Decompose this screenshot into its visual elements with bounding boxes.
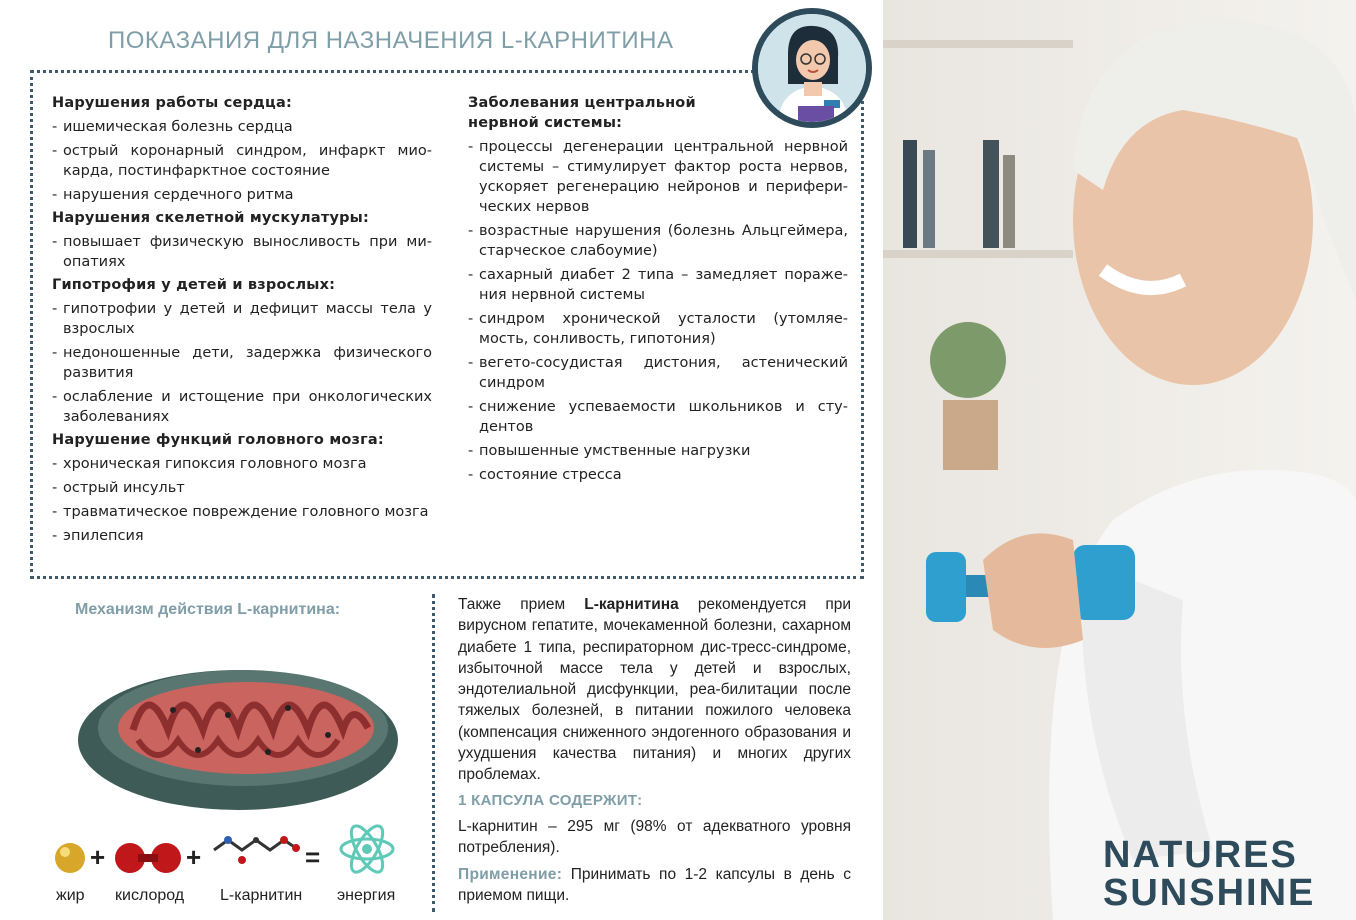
list-item: - вегето-сосудистая дистония, астенический синдром [468, 353, 848, 393]
list-item: - нарушения сердечного ритма [52, 185, 432, 205]
list-item: - ишемическая болезнь сердца [52, 117, 432, 137]
intro-prefix: Также прием [458, 596, 566, 613]
brand-logo [1103, 836, 1315, 912]
list-item: - повышает физическую выносливость при ми-опатиях [52, 232, 432, 272]
usage-heading: Применение: [458, 865, 563, 883]
plus-sign: + [90, 842, 106, 872]
photo-illustration [883, 0, 1356, 920]
list-item: - травматическое повреждение головного мозга [52, 502, 432, 522]
fat-icon [54, 842, 86, 874]
list-item: - синдром хронической усталости (утомляе-мость, сонливость, гипотония) [468, 309, 848, 349]
list-item: - повышенные умственные нагрузки [468, 441, 848, 461]
list-item: - острый инсульт [52, 478, 432, 498]
equals-sign: = [305, 842, 321, 872]
brand-line-1: NATURES [1103, 834, 1298, 876]
energy-label: энергия [337, 887, 396, 904]
section-heading-cns: Заболевания центральной нервной системы: [468, 95, 696, 131]
carnitine-label: L-карнитин [220, 887, 303, 904]
list-item: - снижение успеваемости школьников и сту-дентов [468, 397, 848, 437]
usage-paragraph [458, 864, 851, 907]
energy-atom-icon [338, 820, 396, 878]
list-item: - эпилепсия [52, 526, 432, 546]
intro-rest: рекомендуется при вирусном гепатите, мочекаменной болезни, сахарном диабете 1 типа, респираторном дис-тресс-синдроме, избыточной массе тела у детей и взрослых, эндотелиальной дисфункции, реа-билитации после тяжелых болезней, в питании пожилого человека (компенсация сниженного эндогенного образования и ухудшения качества питания) и многих других проблемах. [458, 596, 851, 784]
section-heading-muscles: Нарушения скелетной мускулатуры: [52, 210, 369, 226]
brand-line-2: SUNSHINE [1103, 872, 1316, 914]
section-heading-hypotrophy: Гипотрофия у детей и взрослых: [52, 277, 336, 293]
indications-left-column [52, 93, 432, 546]
list-item: - хроническая гипоксия головного мозга [52, 454, 432, 474]
vertical-divider [432, 594, 435, 912]
section-heading-brain: Нарушение функций головного мозга: [52, 432, 384, 448]
list-item: - состояние стресса [468, 465, 848, 485]
section-heading-heart: Нарушения работы сердца: [52, 95, 292, 111]
oxygen-icon [114, 842, 182, 874]
list-item: - сахарный диабет 2 типа – замедляет пораже-ния нервной системы [468, 265, 848, 305]
list-item: - ослабление и истощение при онкологических заболеваниях [52, 387, 432, 427]
usage-text: Принимать по 1-2 капсулы в день с приемом пищи. [458, 865, 851, 904]
energy-equation [50, 820, 420, 910]
mechanism-title: Механизм действия L-карнитина: [75, 601, 341, 618]
list-item: - острый коронарный синдром, инфаркт мио-карда, постинфарктное состояние [52, 141, 432, 181]
additional-info [458, 594, 851, 906]
intro-paragraph [458, 594, 851, 786]
capsule-heading: 1 КАПСУЛА СОДЕРЖИТ: [458, 791, 643, 809]
intro-bold: L-карнитина [584, 596, 679, 613]
indications-right-column [468, 93, 848, 485]
capsule-text: L-карнитин – 295 мг (98% от адекватного уровня потребления). [458, 817, 851, 857]
list-item: - гипотрофии у детей и дефицит массы тела у взрослых [52, 299, 432, 339]
page-title: ПОКАЗАНИЯ ДЛЯ НАЗНАЧЕНИЯ L-КАРНИТИНА [108, 27, 674, 54]
list-item: - недоношенные дети, задержка физического развития [52, 343, 432, 383]
plus-sign: + [186, 842, 202, 872]
oxygen-label: кислород [115, 887, 185, 904]
l-carnitine-molecule-icon [210, 820, 302, 878]
list-item: - процессы дегенерации центральной нервной системы – стимулирует фактор роста нервов, ускоряет регенерацию нейронов и перифери-ческих нервов [468, 137, 848, 217]
woman-with-dumbbell-photo [883, 0, 1356, 920]
mitochondrion-illustration [78, 640, 408, 820]
list-item: - возрастные нарушения (болезнь Альцгеймера, старческое слабоумие) [468, 221, 848, 261]
fat-label: жир [56, 887, 85, 904]
